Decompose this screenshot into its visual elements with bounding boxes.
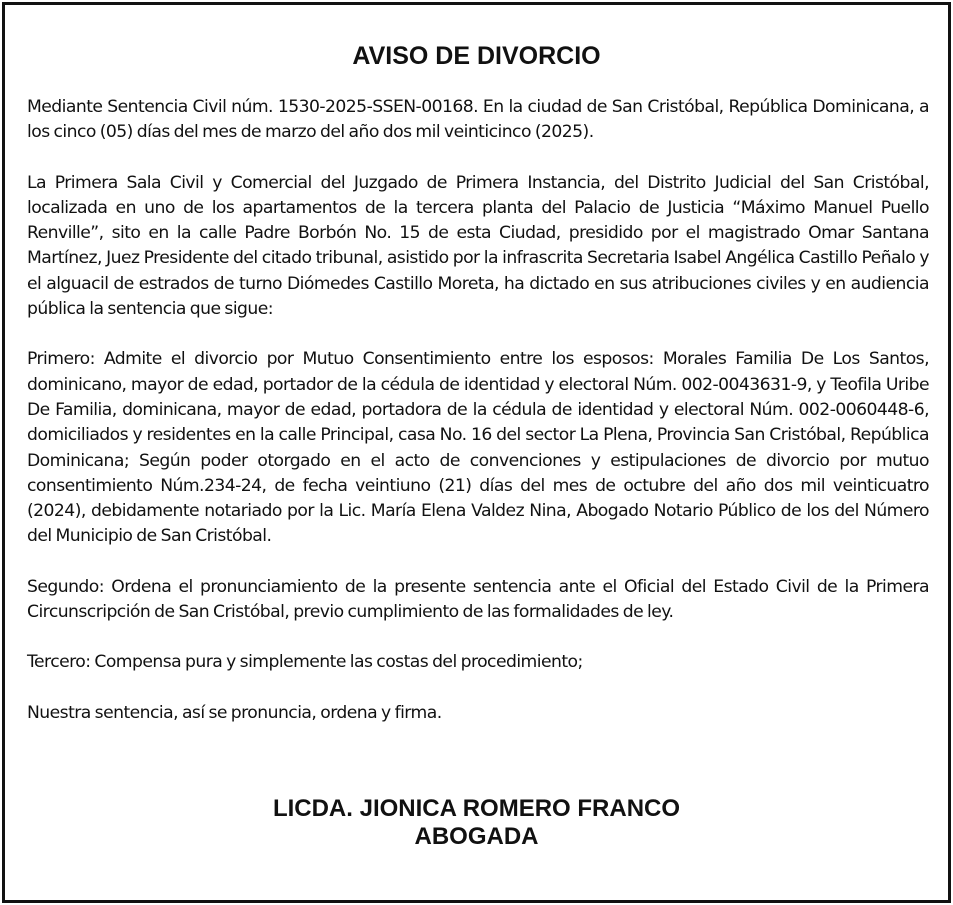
divorce-notice [2,2,951,903]
paragraph-tercero: Tercero: Compensa pura y simplemente las costas del procedimiento; [27,652,583,673]
notice-body [27,95,929,751]
paragraph-primero: Primero: Admite el divorcio por Mutuo Consentimiento entre los esposos: Morales Familia De Los Santos, dominicano, mayor de edad, portador de la cédula de identidad y electoral Núm. 002-0043631-9, y Teofila Uribe De Familia, dominicana, mayor de edad, portadora de la cédula de identidad y electoral Núm. 002-0060448-6, domiciliados y residentes en la calle Principal, casa No. 16 del sector La Plena, Provincia San Cristóbal, República Dominicana; Según poder otorgado en el acto de convenciones y estipulaciones de divorcio por mutuo consentimiento Núm.234-24, de fecha veintiuno (21) días del mes de octubre del año dos mil veinticuatro (2024), debidamente notariado por la Lic. María Elena Valdez Nina, Abogado Notario Público de los del Número del Municipio de San Cristóbal. [27,349,929,547]
signature-role: ABOGADA [414,823,539,850]
signature-block [5,795,948,851]
paragraph-closing: Nuestra sentencia, así se pronuncia, ordena y firma. [27,702,442,723]
signature-name: LICDA. JIONICA ROMERO FRANCO [272,795,681,822]
paragraph-court-details: La Primera Sala Civil y Comercial del Juzgado de Primera Instancia, del Distrito Judicial del San Cristóbal, localizada en uno de los apartamentos de la tercera planta del Palacio de Justicia “Máximo Manuel Puello Renville”, sito en la calle Padre Borbón No. 15 de esta Ciudad, presidido por el magistrado Omar Santana Martínez, Juez Presidente del citado tribunal, asistido por la infrascrita Secretaria Isabel Angélica Castillo Peñalo y el alguacil de estrados de turno Diómedes Castillo Moreta, ha dictado en sus atribuciones civiles y en audiencia pública la sentencia que sigue: [27,172,929,320]
paragraph-sentence-reference: Mediante Sentencia Civil núm. 1530-2025-SSEN-00168. En la ciudad de San Cristóbal, República Dominicana, a los cinco (05) días del mes de marzo del año dos mil veinticinco (2025). [27,97,929,143]
notice-title: AVISO DE DIVORCIO [352,42,601,70]
paragraph-segundo: Segundo: Ordena el pronunciamiento de la presente sentencia ante el Oficial del Estado Civil de la Primera Circunscripción de San Cristóbal, previo cumplimiento de las formalidades de ley. [27,576,929,623]
